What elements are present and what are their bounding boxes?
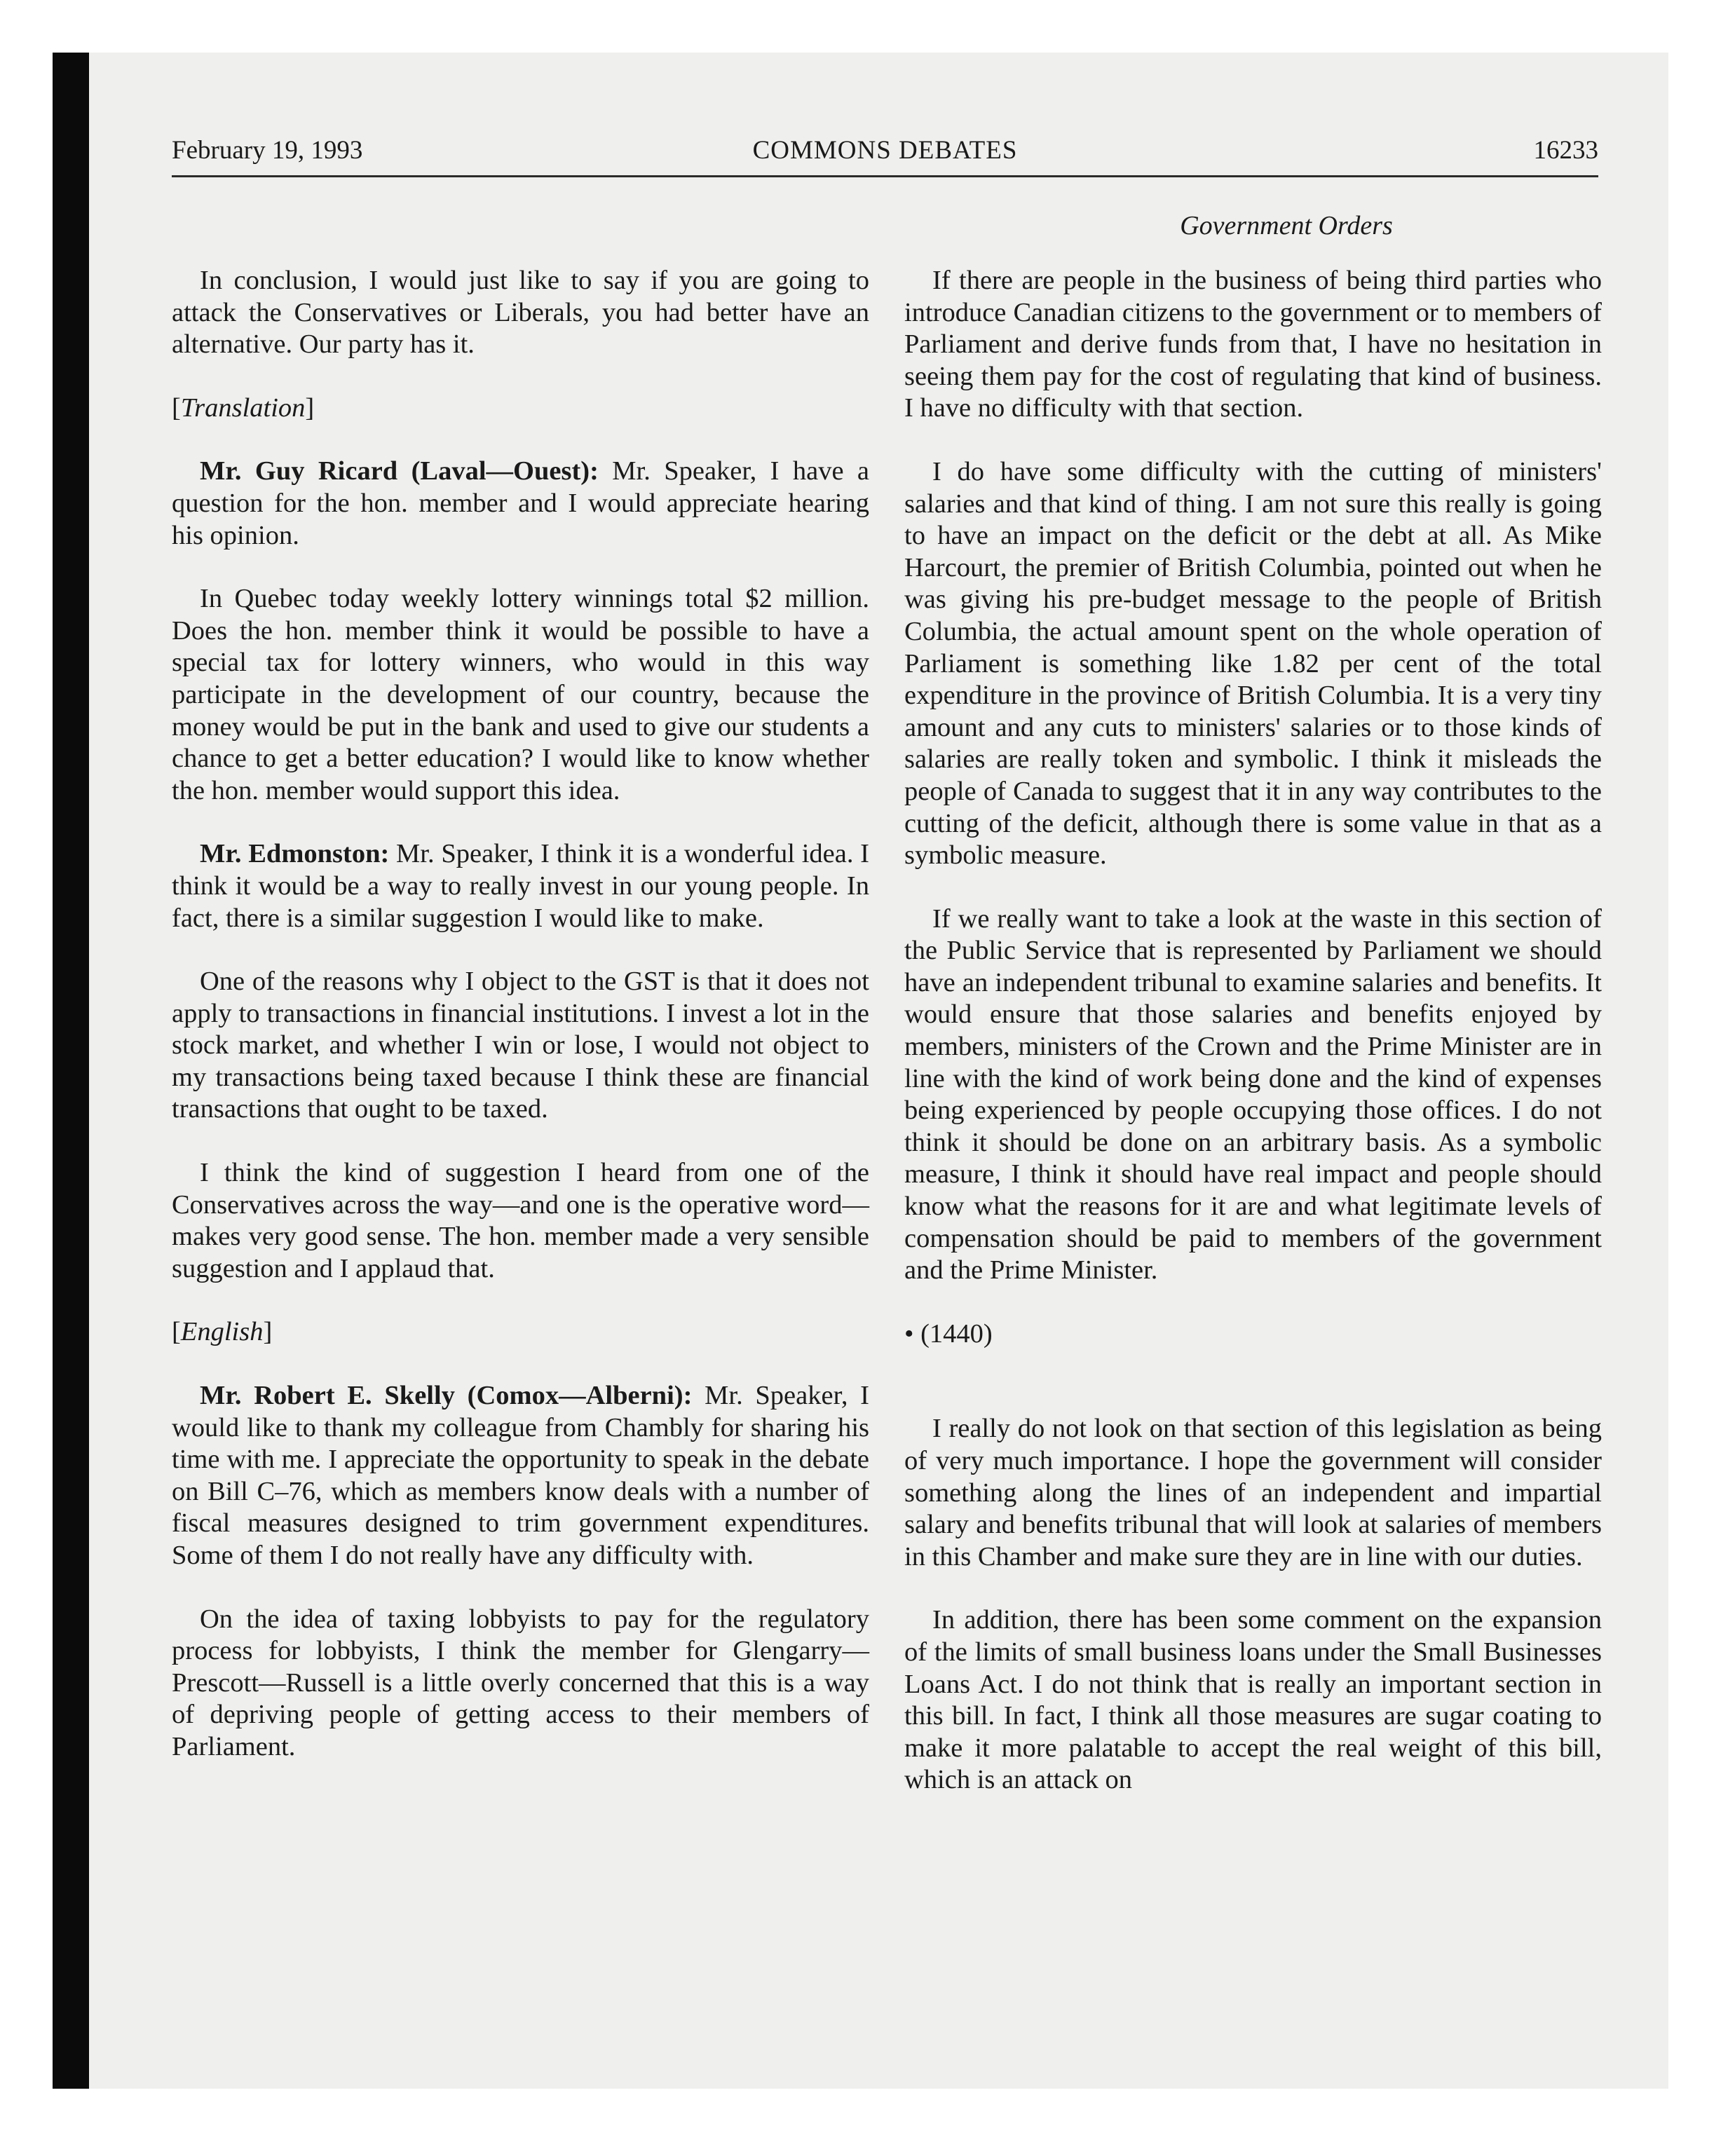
section-label: Government Orders [1180,211,1393,240]
language-tag-text: Translation [180,393,306,423]
language-tag: [English] [172,1317,273,1347]
paragraph: On the idea of taxing lobbyists to pay for the regulatory process for lobbyists, I think the member for Glengarry—Prescott—Russell is a little overly concerned that this is a way of depriving people of getting access to their members of Parliament. [172,1604,869,1761]
paragraph: If we really want to take a look at the waste in this section of the Public Service that is represented by Parliament we should have an independent tribunal to examine salaries and benefits. It would ensure that those salaries and benefits enjoyed by members, ministers of the Crown and the Prime Minister are in line with the kind of work being done and the kind of expenses being experienced by people occupying those offices. I do not think it should be done on an arbitrary basis. As a symbolic measure, I think it should have real impact and people should know what the reasons for it are and what legitimate levels of compensation should be paid to members of the government and the Prime Minister. [904,903,1602,1285]
language-tag: [Translation] [172,393,315,423]
header-date: February 19, 1993 [172,136,363,165]
paragraph: In Quebec today weekly lottery winnings total $2 million. Does the hon. member think it would be possible to have a special tax for lottery winners, who would in this way participate in the development of our country, because the money would be put in the bank and used to give our students a chance to get a better education? I would like to know whether the hon. member would support this idea. [172,584,869,805]
paragraph: One of the reasons why I object to the GST is that it does not apply to transactions in financial institutions. I invest a lot in the stock market, and whether I win or lose, I would not object to my transactions being taxed because I think these are financial transactions that ought to be taxed. [172,967,869,1124]
paragraph: If there are people in the business of being third parties who introduce Canadian citizens to the government or to members of Parliament and derive funds from that, I have no hesitation in seeing them pay for the cost of regulating that kind of business. I have no difficulty with that section. [904,266,1602,423]
right-column [904,265,1602,1828]
paragraph: I think the kind of suggestion I heard from one of the Conservatives across the way—and one is the operative word—makes very good sense. The hon. member made a very sensible suggestion and I applaud that. [172,1158,869,1283]
header-title: COMMONS DEBATES [752,136,1018,165]
page-header [172,133,1598,177]
paragraph: I do have some difficulty with the cutting of ministers' salaries and that kind of thing. I am not sure this really is going to have an impact on the deficit or the debt at all. As Mike Harcourt, the premier of British Columbia, pointed out when he was giving his pre-budget message to the people of British Columbia, the actual amount spent on the whole operation of Parliament is something like 1.82 per cent of the total expenditure in the province of British Columbia. It is a very tiny amount and any cuts to ministers' salaries or to those kinds of salaries are really token and symbolic. I think it misleads the people of Canada to suggest that it in any way contributes to the cutting of the deficit, although there is some value in that as a symbolic measure. [904,456,1602,871]
speech-text: Mr. Speaker, I would like to thank my colleague from Chambly for sharing his time with me. I appreciate the opportunity to speak in the debate on Bill C–76, which as members know deals with a number of fiscal measures designed to trim government expenditures. Some of them I do not really have any difficulty with. [172,1381,869,1570]
speech-text: Mr. Speaker, I think it is a wonderful idea. I think it would be a way to really invest in our young people. In fact, there is a similar suggestion I would like to make. [172,839,869,933]
speech-text: Mr. Speaker, I have a question for the hon. member and I would appreciate hearing his opinion. [172,456,869,550]
time-marker: • (1440) [904,1318,993,1349]
header-page-number: 16233 [1533,136,1598,165]
paragraph [172,456,869,552]
paragraph [172,838,869,934]
speaker-name: Mr. Guy Ricard (Laval—Ouest): [200,456,599,486]
left-column [172,265,869,1795]
paragraph: I really do not look on that section of this legislation as being of very much importance. I hope the government will consider something along the lines of an independent and impartial salary and benefits tribunal that will look at salaries of members in this Chamber and make sure they are in line with our duties. [904,1414,1602,1571]
binding-shadow [53,53,89,2089]
paragraph: In conclusion, I would just like to say if you are going to attack the Conservatives or Liberals, you had better have an alternative. Our party has it. [172,266,869,360]
speaker-name: Mr. Edmonston: [200,839,390,869]
speaker-name: Mr. Robert E. Skelly (Comox—Alberni): [200,1381,693,1411]
language-tag-text: English [180,1317,264,1347]
paragraph: In addition, there has been some comment on the expansion of the limits of small business loans under the Small Businesses Loans Act. I do not think that is really an important section in this bill. In fact, I think all those measures are sugar coating to make it more palatable to accept the real weight of this bill, which is an attack on [904,1605,1602,1795]
paragraph [172,1380,869,1572]
